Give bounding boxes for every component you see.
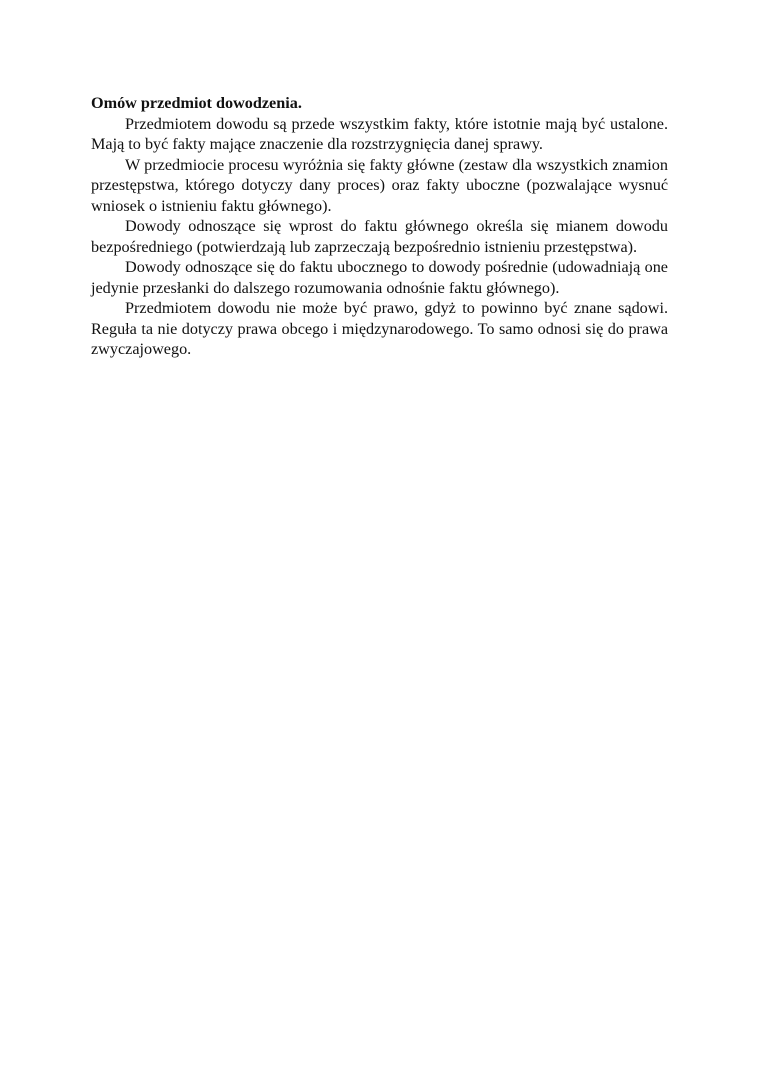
document-title: Omów przedmiot dowodzenia. [91,94,302,112]
paragraph: Przedmiotem dowodu nie może być prawo, gdyż to powinno być znane sądowi. Reguła ta nie dotyczy prawa obcego i międzynarodowego. To samo odnosi się do prawa zwyczajowego. [91,299,668,358]
paragraph: Dowody odnoszące się wprost do faktu głównego określa się mianem dowodu bezpośredniego (potwierdzają lub zaprzeczają bezpośrednio istnieniu przestępstwa). [91,217,668,256]
document-body [91,93,668,360]
paragraph: Przedmiotem dowodu są przede wszystkim fakty, które istotnie mają być ustalone. Mają to być fakty mające znaczenie dla rozstrzygnięcia danej sprawy. [91,114,668,153]
paragraph: Dowody odnoszące się do faktu ubocznego to dowody pośrednie (udowadniają one jedynie przesłanki do dalszego rozumowania odnośnie faktu głównego). [91,258,668,297]
paragraph: W przedmiocie procesu wyróżnia się fakty główne (zestaw dla wszystkich znamion przestępstwa, którego dotyczy dany proces) oraz fakty uboczne (pozwalające wysnuć wniosek o istnieniu faktu głównego). [91,155,668,215]
